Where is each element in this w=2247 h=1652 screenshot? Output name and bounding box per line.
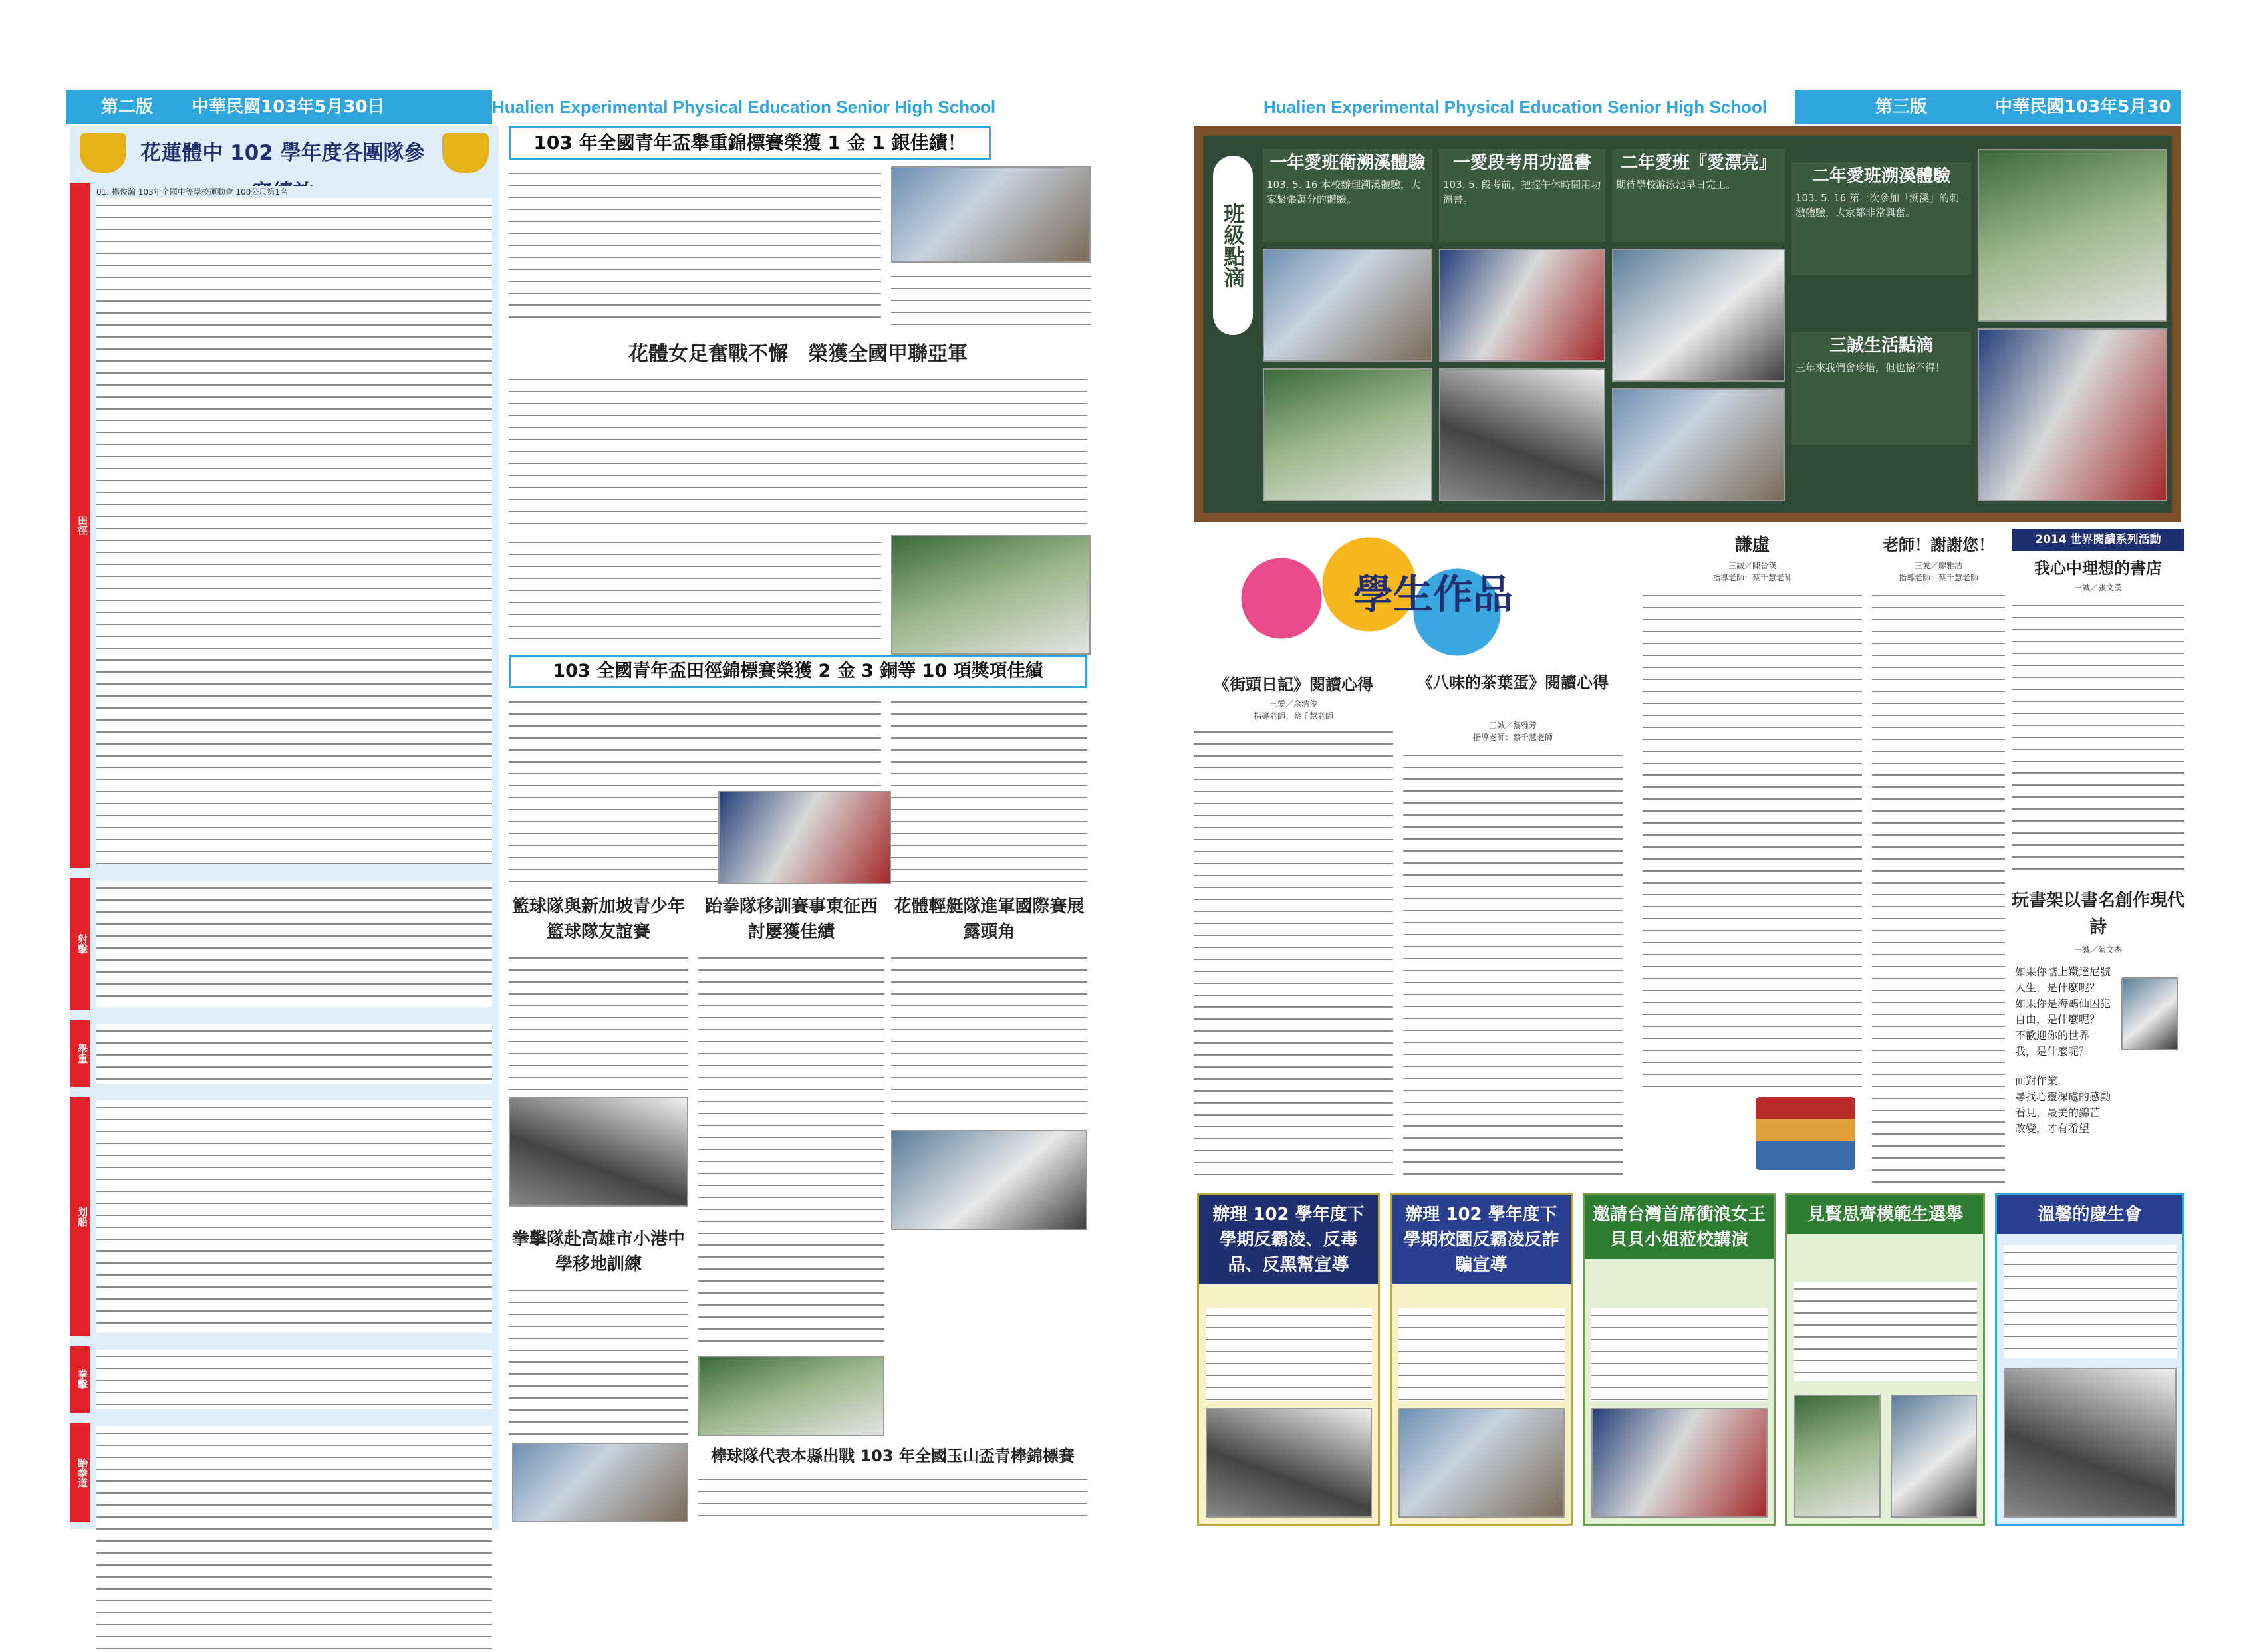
award-category-shooting: 射擊 bbox=[70, 878, 90, 1010]
class-item-4-title: 二年愛班溯溪體驗 bbox=[1811, 166, 1950, 186]
class-item-5-text: 三年來我們會珍惜，但也捨不得！ bbox=[1795, 362, 1946, 374]
award-list-track bbox=[96, 186, 492, 864]
left-header-banner bbox=[66, 90, 492, 124]
right-header-banner bbox=[1795, 90, 2181, 124]
class-item-3 bbox=[1612, 149, 1785, 242]
work4-teacher: 指導老師：蔡千慧老師 bbox=[1898, 573, 1978, 582]
student-works-banner bbox=[1194, 529, 1633, 668]
work2-author: 三誠／黎雅芳 bbox=[1488, 721, 1537, 730]
bottom-box-5 bbox=[1995, 1193, 2184, 1526]
article1-text bbox=[509, 166, 881, 326]
poem-line: 如果你惦上鐵達尼號 bbox=[2015, 965, 2111, 978]
class-item-1-title: 一年愛班衛溯溪體驗 bbox=[1269, 153, 1426, 173]
work1-title: 《街頭日記》閱讀心得 bbox=[1214, 675, 1373, 694]
article3-header bbox=[509, 655, 1087, 688]
right-school-banner bbox=[1190, 90, 1785, 124]
article1-header bbox=[509, 126, 991, 160]
class-item-2 bbox=[1439, 149, 1605, 242]
article6-title: 花體輕艇隊進軍國際賽展露頭角 bbox=[894, 897, 1085, 942]
class-item-3-text: 期待學校游泳池早日完工。 bbox=[1616, 179, 1736, 191]
award-category-taekwondo: 跆拳道 bbox=[70, 1423, 90, 1522]
bottom-box-4-photo-2 bbox=[1891, 1395, 1977, 1518]
class-item-2-title: 一愛段考用功溫書 bbox=[1452, 153, 1591, 173]
bottom-box-5-photo bbox=[2004, 1368, 2177, 1518]
work1-author: 三愛／余浩俊 bbox=[1269, 699, 1317, 709]
award-category-rowing: 划船 bbox=[70, 1097, 90, 1336]
article2-photo bbox=[891, 535, 1091, 655]
work1-text bbox=[1194, 725, 1393, 1183]
reading-series-tag: 2014 世界閱讀系列活動 bbox=[2012, 529, 2184, 551]
work3-title: 謙虛 bbox=[1734, 535, 1770, 555]
class-photo-4 bbox=[1439, 368, 1605, 501]
left-school-banner bbox=[492, 90, 1087, 124]
bottom-box-2 bbox=[1390, 1193, 1573, 1526]
bottom-box-4-photo-1 bbox=[1794, 1395, 1881, 1518]
work1-teacher: 指導老師：蔡千慧老師 bbox=[1253, 711, 1333, 721]
class-photo-2 bbox=[1263, 368, 1432, 501]
bookstore-title: 我心中理想的書店 bbox=[2034, 559, 2162, 578]
class-item-4-text: 103. 5. 16 第一次參加「溯溪」的刺激體驗，大家都非常興奮。 bbox=[1795, 192, 1960, 219]
class-photo-6 bbox=[1612, 388, 1785, 501]
bottom-box-4-text bbox=[1794, 1282, 1977, 1381]
article6-photo bbox=[891, 1130, 1087, 1230]
class-title-vertical: 班級點滴 bbox=[1213, 156, 1253, 335]
article3-photo bbox=[718, 791, 891, 884]
awards-column bbox=[70, 126, 499, 1529]
article3-text-right bbox=[891, 695, 1087, 887]
student-works-title: 學生作品 bbox=[1353, 572, 1513, 618]
poem-line: 如果你是海鷗仙囚犯 bbox=[2015, 997, 2111, 1010]
poem-line: 面對作業 bbox=[2015, 1074, 2058, 1087]
poem-line: 尋找心靈深處的感動 bbox=[2015, 1090, 2111, 1103]
class-item-1-text: 103. 5. 16 本校辦理溯溪體驗，大家緊張萬分的體驗。 bbox=[1267, 179, 1421, 205]
bottom-box-2-title: 辦理 102 學年度下學期校園反霸凌反詐騙宣導 bbox=[1392, 1195, 1571, 1284]
article6-text bbox=[891, 951, 1087, 1123]
award-category-track: 田徑 bbox=[70, 183, 90, 868]
work2-title: 《八味的茶葉蛋》閱讀心得 bbox=[1417, 673, 1609, 692]
poem-author: 一誠／陳文杰 bbox=[2073, 945, 2122, 955]
award-list-boxing bbox=[96, 1350, 492, 1409]
right-edition: 第三版 bbox=[1875, 97, 1928, 117]
article4-text bbox=[509, 951, 688, 1090]
left-school-name: Hualien Experimental Physical Education Senior High School bbox=[492, 97, 996, 117]
bottom-box-4-title: 見賢思齊模範生選舉 bbox=[1787, 1195, 1983, 1234]
article7-title: 拳擊隊赴高雄市小港中學移地訓練 bbox=[511, 1229, 685, 1274]
article1-photo bbox=[891, 166, 1091, 263]
class-photo-1 bbox=[1263, 249, 1432, 362]
article7-photo bbox=[512, 1443, 688, 1522]
bottom-box-5-text bbox=[2004, 1245, 2177, 1358]
work4-text bbox=[1872, 588, 2005, 1183]
award-list-shooting bbox=[96, 881, 492, 1007]
poem-line: 人生，是什麼呢？ bbox=[2015, 981, 2101, 994]
bottom-box-5-title: 溫馨的慶生會 bbox=[1997, 1195, 2182, 1234]
work4-title: 老師！謝謝您！ bbox=[1883, 536, 1994, 554]
trophy-icon bbox=[80, 133, 126, 173]
bookstore-author: 一誠／張文漢 bbox=[2073, 583, 2122, 592]
awards-title: 花蓮體中 102 學年度各團隊參 bbox=[140, 141, 425, 165]
work3-author: 三誠／陳晉瑛 bbox=[1728, 561, 1776, 570]
bottom-box-3-photo bbox=[1591, 1408, 1768, 1518]
books-illustration bbox=[1756, 1097, 1855, 1170]
bottom-box-2-text bbox=[1398, 1308, 1565, 1401]
bottom-box-1-text bbox=[1206, 1308, 1372, 1401]
trophy-icon-right bbox=[442, 133, 489, 173]
article5-photo bbox=[698, 1356, 884, 1436]
poem-line: 看見，最美的錦芒 bbox=[2015, 1106, 2101, 1119]
class-photo-3 bbox=[1439, 249, 1605, 362]
bottom-box-3 bbox=[1583, 1193, 1776, 1526]
award-list-rowing bbox=[96, 1100, 492, 1333]
article5-title: 跆拳隊移訓賽事東征西討屢獲佳績 bbox=[704, 897, 878, 942]
class-item-4 bbox=[1791, 162, 1971, 275]
article3-title: 103 全國青年盃田徑錦標賽榮獲 2 金 3 銅等 10 項獎項佳績 bbox=[553, 661, 1043, 681]
bottom-box-1 bbox=[1197, 1193, 1380, 1526]
class-item-2-text: 103. 5. 段考前，把握午休時間用功溫書。 bbox=[1443, 179, 1601, 205]
poem-title: 玩書架以書名創作現代詩 bbox=[2012, 891, 2185, 937]
right-date: 中華民國103年5月30 bbox=[1995, 97, 2171, 117]
work3-text bbox=[1643, 588, 1862, 1094]
article1-text-right bbox=[891, 269, 1091, 329]
award-category-boxing: 拳擊 bbox=[70, 1346, 90, 1413]
class-photo-8 bbox=[1978, 328, 2167, 501]
award-list-taekwondo bbox=[96, 1426, 492, 1652]
bottom-box-3-text bbox=[1591, 1308, 1768, 1401]
bottom-box-1-title: 辦理 102 學年度下學期反霸凌、反毒品、反黑幫宣導 bbox=[1199, 1195, 1378, 1284]
work2-teacher: 指導老師：蔡千慧老師 bbox=[1472, 733, 1553, 742]
award-category-weightlifting: 舉重 bbox=[70, 1020, 90, 1087]
poem-line: 改變，才有希望 bbox=[2015, 1122, 2090, 1135]
class-photo-7 bbox=[1978, 149, 2167, 322]
class-chalkboard bbox=[1194, 126, 2181, 522]
bottom-box-4 bbox=[1785, 1193, 1985, 1526]
bottom-box-3-title: 邀請台灣首席衝浪女王貝貝小姐蒞校講演 bbox=[1585, 1195, 1774, 1259]
class-item-5 bbox=[1791, 332, 1971, 445]
poem-line: 自由，是什麼呢？ bbox=[2015, 1013, 2101, 1026]
left-date: 中華民國103年5月30日 bbox=[192, 97, 385, 117]
class-photo-5 bbox=[1612, 249, 1785, 382]
poem-line: 我，是什麼呢？ bbox=[2015, 1045, 2090, 1058]
class-item-5-title: 三誠生活點滴 bbox=[1829, 336, 1933, 356]
bottom-box-2-photo bbox=[1398, 1408, 1565, 1518]
poem-line: 不歡迎你的世界 bbox=[2015, 1029, 2090, 1042]
article5-text bbox=[698, 951, 884, 1350]
article2-title: 花體女足奮戰不懈 榮獲全國甲聯亞軍 bbox=[628, 342, 968, 366]
article2-text bbox=[509, 372, 1087, 532]
award-list-weightlifting bbox=[96, 1024, 492, 1084]
poem-photo bbox=[2121, 977, 2178, 1050]
work4-author: 三愛／廖雅浩 bbox=[1914, 561, 1962, 570]
article8-text bbox=[698, 1473, 1087, 1522]
article4-photo bbox=[509, 1097, 688, 1207]
article1-title: 103 年全國青年盃舉重錦標賽榮獲 1 金 1 銀佳績！ bbox=[533, 132, 966, 154]
class-item-1 bbox=[1263, 149, 1432, 242]
article4-title: 籃球隊與新加坡青少年籃球隊友誼賽 bbox=[511, 897, 685, 942]
work3-teacher: 指導老師：蔡千慧老師 bbox=[1712, 573, 1792, 582]
right-school-name: Hualien Experimental Physical Education Senior High School bbox=[1263, 97, 1768, 117]
bookstore-text bbox=[2012, 598, 2184, 878]
bottom-box-1-photo bbox=[1206, 1408, 1372, 1518]
article7-text bbox=[509, 1283, 688, 1436]
class-item-3-title: 二年愛班『愛漂亮』 bbox=[1620, 153, 1776, 173]
article8-title: 棒球隊代表本縣出戰 103 年全國玉山盃青棒錦標賽 bbox=[711, 1447, 1075, 1465]
work2-text bbox=[1403, 748, 1623, 1183]
award-sample-line: 01. 楊俊瀚 103年全國中等學校運動會 100公尺第1名 bbox=[96, 186, 492, 198]
article2-text-bottom bbox=[509, 535, 881, 648]
left-edition: 第二版 bbox=[101, 97, 154, 117]
